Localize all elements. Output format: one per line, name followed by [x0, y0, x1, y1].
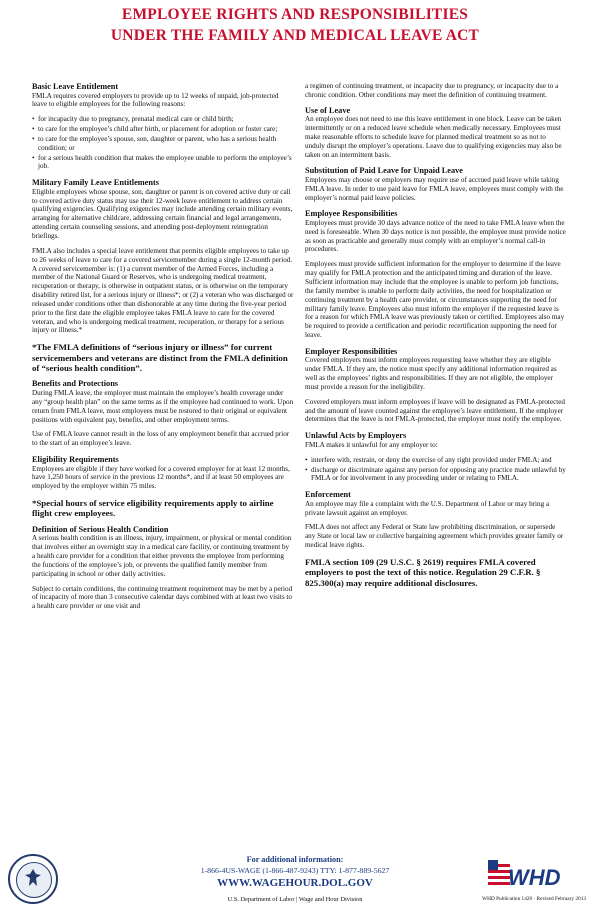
- poster-title-line2: UNDER THE FAMILY AND MEDICAL LEAVE ACT: [110, 27, 480, 44]
- whd-logo-text: WHD: [508, 865, 561, 890]
- list-item: • interfere with, restrain, or deny the exercise of any right provided under FMLA; and: [305, 456, 567, 465]
- paragraph: FMLA does not affect any Federal or State law prohibiting discrimination, or supersede any State or local law or collective bargaining agreement which provides greater family or medical leave rights.: [305, 523, 564, 550]
- substitution-section: [305, 166, 567, 202]
- right-column: [305, 82, 567, 594]
- serious-injury-note: *The FMLA definitions of “serious injury or illness” for current servicemembers and veterans are distinct from the FMLA definition of “serious health condition”.: [32, 342, 288, 374]
- section-heading: Employee Responsibilities: [305, 209, 398, 219]
- paragraph: During FMLA leave, the employer must maintain the employee’s health coverage under any “group health plan” on the same terms as if the employee had continued to work. Upon return from FMLA leave, most employees must be restored to their original or equivalent positions with equivalent pay, benefits, and other employment terms.: [32, 388, 294, 424]
- agency-name: U.S. Department of Labor | Wage and Hour Division: [227, 896, 363, 903]
- benefits-section: [32, 379, 294, 448]
- eagle-icon: [24, 868, 42, 888]
- section-heading: Eligibility Requirements: [32, 455, 119, 465]
- paragraph: FMLA requires covered employers to provide up to 12 weeks of unpaid, job-protected leave to eligible employees for the following reasons:: [32, 91, 279, 109]
- website-link[interactable]: WWW.WAGEHOUR.DOL.GOV: [217, 877, 373, 889]
- department-of-labor-seal-icon: [8, 854, 58, 904]
- paragraph: FMLA also includes a special leave entitlement that permits eligible employees to take up to 26 weeks of leave to care for a covered servicemember during a single 12-month period. A covered servicemember is: (1) a current member of the Armed Forces, including a member of the National Guard or Reserves, who is undergoing medical treatment, recuperation or therapy, is otherwise in outpatient status, or is otherwise on the temporary disability retired list, for a serious injury or illness*; or (2) a veteran who was discharged or released under conditions other than dishonorable at any time during the five-year period prior to the first date the eligible employee takes FMLA leave to care for the covered veteran, and who is undergoing medical treatment, recuperation, or therapy for a serious injury or illness.*: [32, 246, 294, 335]
- info-label: For additional information:: [246, 855, 344, 864]
- list-item: • for incapacity due to pregnancy, prenatal medical care or child birth;: [32, 115, 294, 124]
- section-heading: Substitution of Paid Leave for Unpaid Leave: [305, 166, 463, 176]
- left-column: [32, 82, 294, 618]
- paragraph: Covered employers must inform employees if leave will be designated as FMLA-protected and the amount of leave counted against the employee’s leave entitlement. If the employer determines that the leave is not FMLA-protected, the employer must notify the employee.: [305, 397, 565, 424]
- section-heading: Use of Leave: [305, 105, 351, 115]
- airline-crew-note: *Special hours of service eligibility requirements apply to airline flight crew employees.: [32, 498, 274, 519]
- paragraph: Use of FMLA leave cannot result in the loss of any employment benefit that accrued prior to the start of an employee’s leave.: [32, 430, 290, 448]
- section-heading: Unlawful Acts by Employers: [305, 431, 407, 441]
- basic-leave-section: [32, 82, 294, 171]
- list-item: • discharge or discriminate against any person for opposing any practice made unlawful by FMLA or for involvement in any proceeding under or relating to FMLA.: [305, 466, 567, 484]
- military-leave-section: [32, 178, 294, 335]
- unlawful-acts-section: [305, 431, 567, 483]
- eligibility-section: [32, 455, 294, 491]
- section-heading: Military Family Leave Entitlements: [32, 178, 159, 188]
- paragraph: a regimen of continuing treatment, or incapacity due to pregnancy, or incapacity due to a chronic condition. Other conditions may meet the definition of continuing treatment.: [305, 82, 559, 99]
- paragraph: Employees may choose or employers may require use of accrued paid leave while taking FMLA leave. In order to use paid leave for FMLA leave, employees must comply with the employer’s normal paid leave policies.: [305, 175, 564, 202]
- employer-responsibilities-section: [305, 347, 567, 424]
- paragraph: Employees must provide sufficient information for the employer to determine if the leave may qualify for FMLA protection and the anticipated timing and duration of the leave. Sufficient information may include that the employee is unable to perform job functions, the family member is unable to perform daily activities, the need for hospitalization or continuing treatment by a health care provider, or circumstances supporting the need for military family leave. Employees also must inform the employer if the requested leave is for a reason for which FMLA leave was previously taken or certified. Employees also may be required to provide a certification and periodic recertification supporting the need for leave.: [305, 260, 565, 340]
- paragraph: A serious health condition is an illness, injury, impairment, or physical or mental condition that involves either an overnight stay in a medical care facility, or continuing treatment by a health care provider for a condition that either prevents the employee from performing the functions of the employee’s job, or prevents the qualified family member from participating in school or other daily activities.: [32, 534, 292, 578]
- employee-responsibilities-section: [305, 209, 567, 339]
- paragraph: Employees are eligible if they have worked for a covered employer for at least 12 months, have 1,250 hours of service in the previous 12 months*, and if at least 50 employees are employed by the employer within 75 miles.: [32, 464, 290, 491]
- paragraph: FMLA makes it unlawful for any employer to:: [305, 440, 438, 449]
- section-heading: Definition of Serious Health Condition: [32, 524, 169, 534]
- paragraph: Employees must provide 30 days advance notice of the need to take FMLA leave when the need is foreseeable. When 30 days notice is not possible, the employee must provide notice as soon as practicable and generally must comply with an employer’s normal call-in procedures.: [305, 218, 566, 254]
- section-heading: Enforcement: [305, 490, 351, 500]
- use-of-leave-section: [305, 106, 567, 160]
- enforcement-section: [305, 490, 567, 550]
- bullet-list: [32, 115, 294, 171]
- list-item: • for a serious health condition that makes the employee unable to perform the employee’s job.: [32, 154, 294, 172]
- section-heading: Benefits and Protections: [32, 379, 119, 389]
- paragraph: An employee does not need to use this leave entitlement in one block. Leave can be taken intermittently or on a reduced leave schedule when medically necessary. Employees must make reasonable efforts to schedule leave for planned medical treatment so as not to unduly disrupt the employer’s operations. Leave due to qualifying exigencies may also be taken on an intermittent basis.: [305, 115, 562, 159]
- poster-title-line1: EMPLOYEE RIGHTS AND RESPONSIBILITIES: [121, 6, 469, 23]
- paragraph: Covered employers must inform employees requesting leave whether they are eligible under FMLA. If they are, the notice must specify any additional information required as well as the employees’ rights and responsibilities. If they are not eligible, the employer must provide a reason for the ineligibility.: [305, 356, 557, 391]
- paragraph: Eligible employees whose spouse, son, daughter or parent is on covered active duty or call to covered active duty status may use their 12-week leave entitlement to address certain qualifying exigencies. Qualifying exigencies may include attending certain military events, arranging for alternative childcare, addressing certain financial and legal arrangements, attending certain counseling sessions, and attending post-deployment reintegration briefings.: [32, 187, 293, 240]
- paragraph: Subject to certain conditions, the continuing treatment requirement may be met by a period of incapacity of more than 3 consecutive calendar days combined with at least two visits to a health care provider or one visit and: [32, 584, 293, 611]
- footer: [0, 852, 590, 908]
- list-item: • to care for the employee’s child after birth, or placement for adoption or foster care;: [32, 125, 294, 134]
- bullet-list: [305, 456, 567, 484]
- publication-number: WHD Publication 1420 · Revised February 2013: [482, 896, 586, 902]
- whd-logo-icon: [486, 858, 570, 890]
- section-heading: Employer Responsibilities: [305, 346, 398, 356]
- phone-numbers: 1-866-4US-WAGE (1-866-487-9243) TTY: 1-877-889-5627: [200, 866, 390, 875]
- definition-section: [32, 525, 294, 611]
- posting-requirement-note: FMLA section 109 (29 U.S.C. § 2619) requires FMLA covered employers to post the text of this notice. Regulation 29 C.F.R. § 825.300(a) may require additional disclosures.: [305, 556, 541, 588]
- section-heading: Basic Leave Entitlement: [32, 82, 119, 91]
- paragraph: An employee may file a complaint with the U.S. Department of Labor or may bring a private lawsuit against an employer.: [305, 499, 550, 517]
- list-item: • to care for the employee’s spouse, son, daughter or parent, who has a serious health condition; or: [32, 135, 294, 153]
